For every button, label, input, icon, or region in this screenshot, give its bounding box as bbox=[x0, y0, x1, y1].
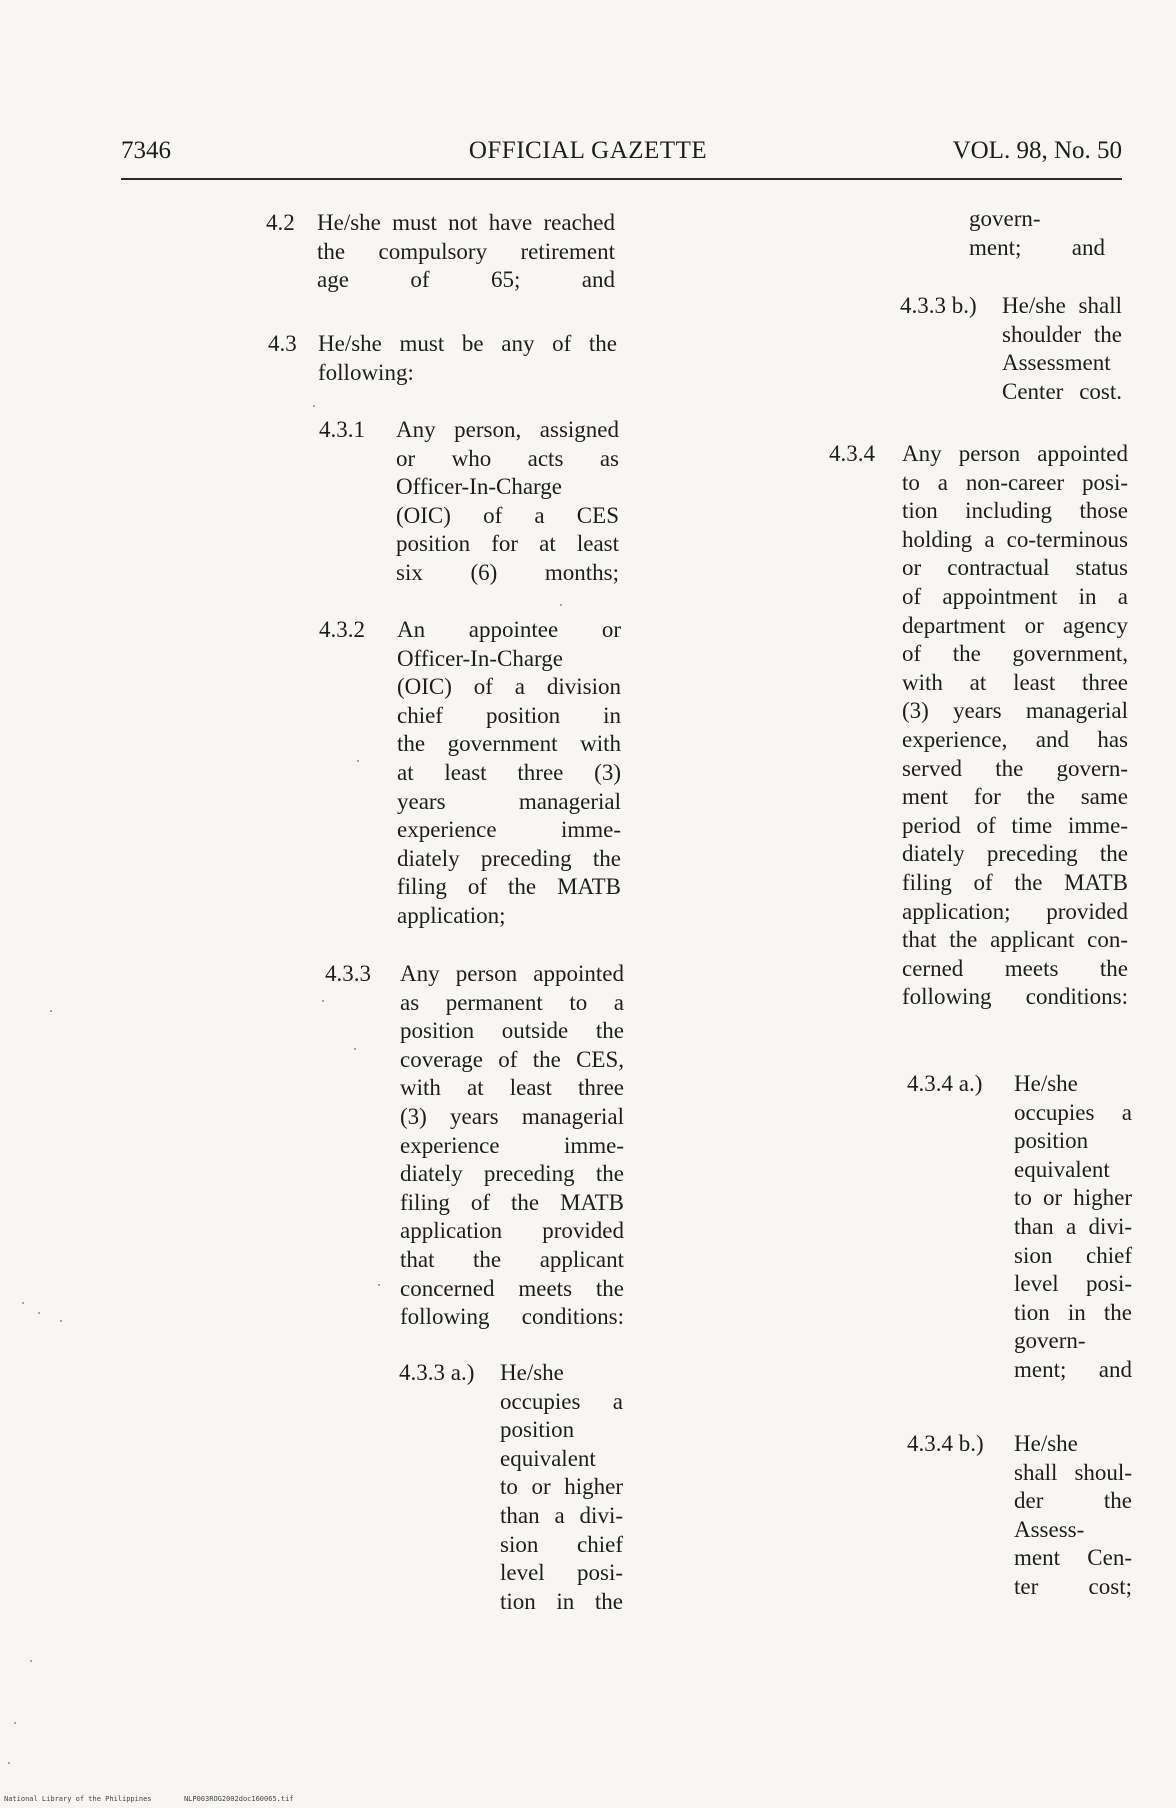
item-4-3-3-a-continued-text: govern- ment; and bbox=[969, 206, 1105, 260]
item-4-3-3-text: Any person appointed as permanent to a position outside the coverage of the CES, with at least three (3) years managerial experience imme- diately preceding the filing of the MATB application provided that the applicant concerned meets the following conditions: bbox=[400, 961, 624, 1330]
item-4-3-text: He/she must be any of the following: bbox=[318, 331, 617, 385]
item-4-3-4-text: Any person appointed to a non-career posi- tion including those holding a co-terminous or contractual status of appointment in a department or agency of the government, with at least three (3) years managerial experience, and has served the govern- ment for the same period of time imme- diately preceding the filing of the MATB application; provided that the applicant con- cerned meets the following conditions: bbox=[902, 441, 1128, 1010]
item-4-3-2-text: An appointee or Officer-In-Charge (OIC) of a division chief position in the government with at least three (3) years managerial experience imme- diately preceding the filing of the MATB application; bbox=[397, 617, 621, 928]
item-4-3-3-a-label: 4.3.3 a.) bbox=[399, 1360, 475, 1385]
item-4-3-3-b-text: He/she shall shoulder the Assessment Center cost. bbox=[1002, 293, 1122, 404]
item-4-3-label: 4.3 bbox=[268, 331, 297, 356]
item-4-2-text: He/she must not have reached the compulsory retirement age of 65; and bbox=[317, 210, 615, 293]
item-4-3-4-b-text: He/she shall shoul- der the Assess- ment Cen- ter cost; bbox=[1014, 1431, 1132, 1599]
item-4-3-3-b-label: 4.3.3 b.) bbox=[900, 293, 977, 318]
item-4-3-2-label: 4.3.2 bbox=[319, 617, 365, 642]
item-4-3-4-b-label: 4.3.4 b.) bbox=[907, 1431, 984, 1456]
publication-title: OFFICIAL GAZETTE bbox=[468, 137, 708, 164]
item-4-3-3-label: 4.3.3 bbox=[325, 961, 371, 986]
item-4-3-3-a-text: He/she occupies a position equivalent to or higher than a divi- sion chief level posi- tion in the bbox=[500, 1360, 623, 1614]
footer-filename: NLP003ROG2002doc160065.tif bbox=[183, 1795, 294, 1803]
item-4-3-4-a-label: 4.3.4 a.) bbox=[907, 1071, 983, 1096]
item-4-3-1-text: Any person, assigned or who acts as Officer-In-Charge (OIC) of a CES position for at least six (6) months; bbox=[396, 417, 619, 585]
page-number: 7346 bbox=[121, 137, 171, 164]
item-4-2-label: 4.2 bbox=[266, 210, 295, 235]
header-rule bbox=[121, 178, 1122, 180]
scan-footer bbox=[4, 1795, 294, 1803]
item-4-3-4-a-text: He/she occupies a position equivalent to or higher than a divi- sion chief level posi- tion in the govern- ment; and bbox=[1014, 1071, 1132, 1382]
volume-number: VOL. 98, No. 50 bbox=[952, 137, 1122, 164]
footer-library: National Library of the Philippines bbox=[4, 1795, 152, 1803]
item-4-3-1-label: 4.3.1 bbox=[319, 417, 365, 442]
item-4-3-4-label: 4.3.4 bbox=[829, 441, 875, 466]
